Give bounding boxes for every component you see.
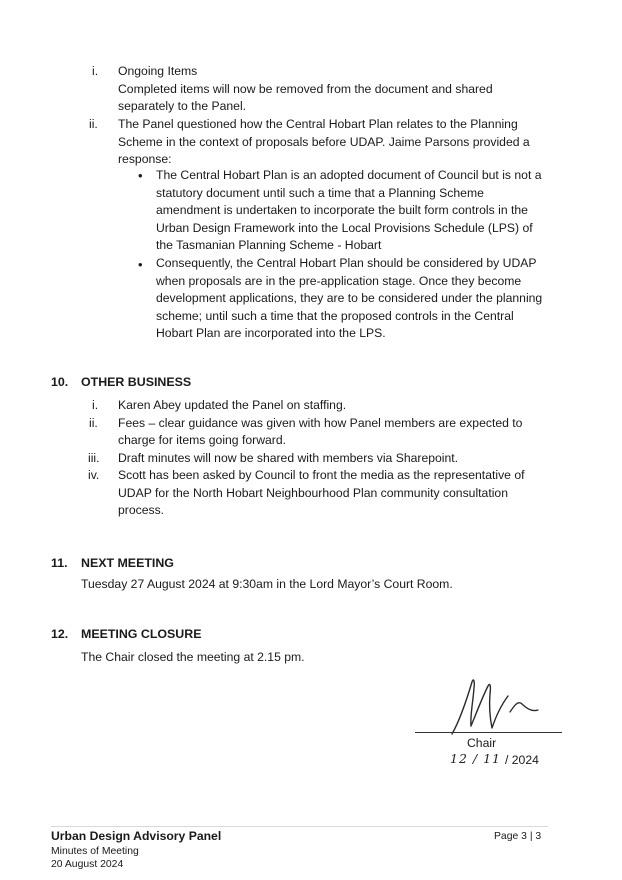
signature-role: Chair [467, 736, 497, 750]
bullet-line: statutory document until such a time that a Planning Scheme [156, 185, 484, 200]
page-number: Page 3 | 3 [494, 831, 542, 842]
section-title: MEETING CLOSURE [81, 627, 202, 641]
footer-date: 20 August 2024 [51, 859, 124, 870]
item-line: Draft minutes will now be shared with members via Sharepoint. [118, 450, 459, 465]
item-line: Fees – clear guidance was given with how Panel members are expected to [118, 415, 523, 430]
bullet-line: amendment is undertaken to incorporate the built form controls in the [156, 203, 528, 217]
section-title: NEXT MEETING [81, 556, 174, 570]
item-number: ii. [89, 117, 98, 131]
bullet-line: Urban Design Framework into the Local Provisions Schedule (LPS) of [156, 220, 533, 235]
bullet-line: Consequently, the Central Hobart Plan should be considered by UDAP [156, 256, 537, 270]
item-line: The Panel questioned how the Central Hobart Plan relates to the Planning [118, 117, 518, 131]
bullet-line: scheme; until such a time that the proposed controls in the Central [156, 308, 514, 323]
bullet-dot: • [138, 257, 143, 272]
item-line: Scott has been asked by Council to front the media as the representative of [118, 468, 525, 482]
bullet-line: when proposals are in the pre-application stage. Once they become [156, 273, 522, 288]
bullet-line: development applications, they are to be considered under the planning [156, 291, 543, 305]
bullet-line: Hobart Plan are incorporated into the LPS. [156, 326, 386, 340]
item-line: process. [118, 503, 165, 517]
bullet-line: the Tasmanian Planning Scheme - Hobart [156, 238, 382, 252]
signature-line [415, 732, 562, 733]
section-number: 11. [51, 556, 68, 570]
bullet-line: The Central Hobart Plan is an adopted document of Council but is not a [156, 168, 542, 182]
item-line: Completed items will now be removed from the document and shared [118, 81, 493, 96]
item-line: Ongoing Items [118, 64, 198, 78]
item-number: i. [92, 64, 99, 78]
bullet-dot: • [138, 168, 143, 183]
footer-divider [51, 826, 548, 827]
section-text: Tuesday 27 August 2024 at 9:30am in the Lord Mayor’s Court Room. [81, 577, 453, 591]
item-number: ii. [89, 415, 98, 430]
item-line: separately to the Panel. [118, 99, 247, 113]
section-number: 10. [51, 375, 69, 389]
item-number: i. [92, 398, 99, 412]
item-number: iv. [88, 468, 100, 482]
item-line: Karen Abey updated the Panel on staffing. [118, 398, 347, 412]
section-title: OTHER BUSINESS [81, 375, 192, 389]
signature-date-year: / 2024 [505, 753, 539, 767]
section-number: 12. [51, 627, 69, 641]
item-line: charge for items going forward. [118, 433, 286, 447]
signature-date-handwritten: 12 / 11 [450, 751, 501, 766]
item-number: iii. [88, 450, 100, 465]
footer-title: Urban Design Advisory Panel [51, 829, 222, 843]
item-line: UDAP for the North Hobart Neighbourhood Plan community consultation [118, 485, 508, 500]
signature-image [440, 668, 550, 740]
item-line: response: [118, 152, 172, 166]
section-text: The Chair closed the meeting at 2.15 pm. [81, 650, 305, 664]
item-line: Scheme in the context of proposals before UDAP. Jaime Parsons provided a [118, 134, 530, 149]
footer-subtitle: Minutes of Meeting [51, 846, 139, 857]
